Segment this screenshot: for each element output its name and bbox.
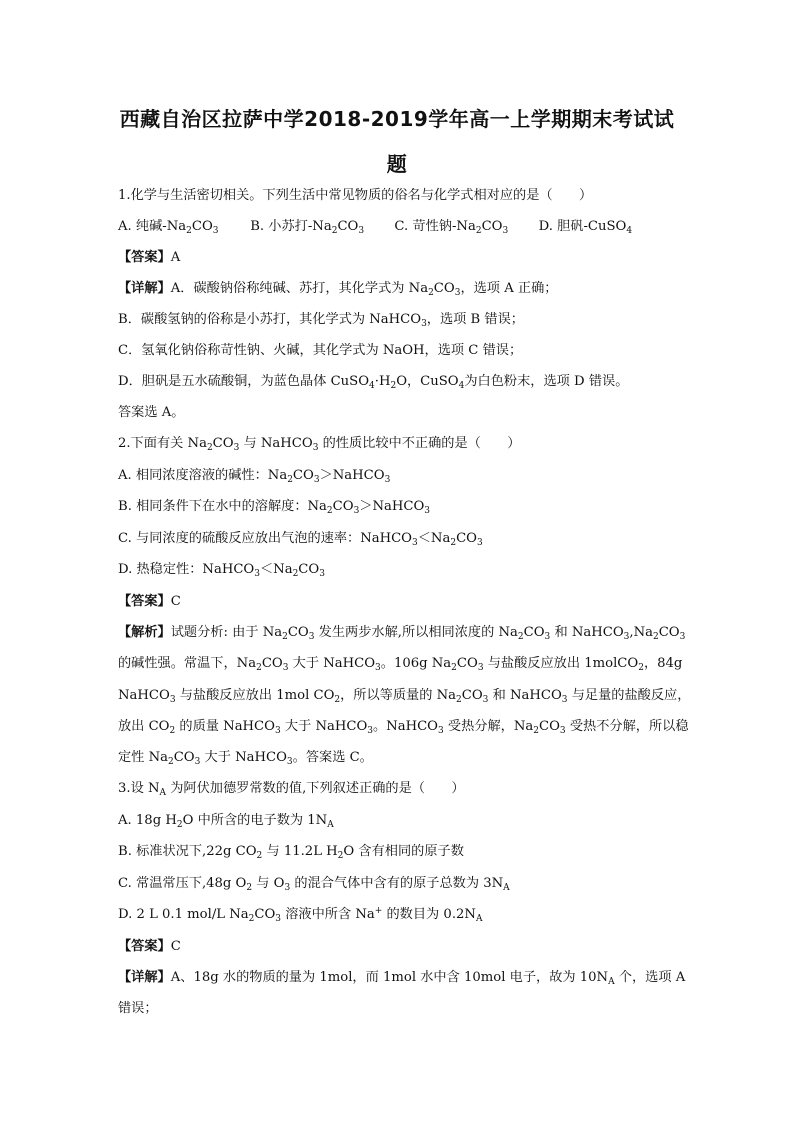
q1-option-d: D. 胆矾-CuSO$_4$	[538, 219, 633, 236]
q1-detail-tag: 【详解】	[118, 281, 171, 296]
q2-option-c: C. 与同浓度的硫酸反应放出气泡的速率：$NaHCO_3<Na_2CO_3$	[118, 531, 483, 548]
q1-option-c: C. 苛性钠$-Na_2CO_3$	[394, 219, 509, 236]
q1-stem: 1.化学与生活密切相关。下列生活中常见物质的俗名与化学式相对应的是（ ）	[118, 188, 593, 203]
q3-answer-value: C	[170, 939, 181, 954]
q3-option-a: A. 18g $H_2O$ 中所含的电子数为 $1N_A$	[118, 813, 334, 830]
q2-answer-tag: 【答案】	[118, 594, 171, 609]
q3-option-c: C. 常温常压下,48g $O_2$ 与 $O_3$ 的混合气体中含有的原子总数为 $3N_A$	[118, 876, 510, 893]
q2-analysis-line1: 【解析】试题分析: 由于 $Na_2CO_3$ 发生两步水解,所以相同浓度的 $Na_2CO_3$ 和 $NaHCO_3,Na_2CO_3$	[118, 625, 686, 642]
q2-option-b: B. 相同条件下在水中的溶解度：$Na_2CO_3>NaHCO_3$	[118, 499, 431, 516]
q1-conclusion: 答案选 A。	[118, 405, 185, 420]
q1-option-a: A. 纯碱$-Na_2CO_3$	[118, 219, 219, 236]
q2-stem: 2.下面有关 $Na_2CO_3$ 与 NaHCO$_3$ 的性质比较中不正确的是（ ）	[118, 436, 521, 453]
q1-detail-line3: C．氢氧化钠俗称苛性钠、火碱，其化学式为 NaOH，选项 C 错误；	[118, 343, 523, 358]
q3-answer-tag: 【答案】	[118, 939, 171, 954]
q3-stem: 3.设 $N_A$ 为阿伏加德罗常数的值,下列叙述正确的是（ ）	[118, 781, 465, 798]
q1-options	[118, 217, 678, 237]
q3-answer	[118, 937, 678, 957]
q2-answer-value: C	[170, 594, 181, 609]
q1-answer	[118, 248, 678, 268]
q2-analysis-line3: NaHCO$_3$ 与盐酸反应放出 1mol $CO_2$，所以等质量的 $Na_2CO_3$ 和 NaHCO$_3$ 与足量的盐酸反应，	[118, 688, 691, 705]
q3-option-b: B. 标准状况下,22g $CO_2$ 与 11.2L $H_2O$ 含有相同的原子数	[118, 844, 464, 861]
q1-answer-tag: 【答案】	[118, 250, 171, 265]
q1-detail-line2: B．碳酸氢钠的俗称是小苏打，其化学式为 NaHCO$_3$，选项 B 错误；	[118, 312, 524, 329]
document-title-line1: 西藏自治区拉萨中学2018-2019学年高一上学期期末考试试	[119, 107, 675, 131]
q1-option-b: B. 小苏打$-Na_2CO_3$	[250, 219, 365, 236]
q3-detail-line2: 错误；	[118, 1001, 158, 1016]
q1-answer-value: A	[170, 250, 181, 265]
q2-answer	[118, 592, 678, 612]
q2-option-d: D. 热稳定性：$NaHCO_3<Na_2CO_3$	[118, 562, 325, 579]
q2-analysis-tag: 【解析】	[118, 625, 171, 640]
q2-option-a: A. 相同浓度溶液的碱性：$Na_2CO_3>NaHCO_3$	[118, 468, 391, 485]
q2-analysis-line4: 放出 $CO_2$ 的质量 NaHCO$_3$ 大于 NaHCO$_3$。NaHCO$_3$ 受热分解，$Na_2CO_3$ 受热不分解，所以稳	[118, 719, 689, 736]
q3-detail-line1: 【详解】A、18g 水的物质的量为 1mol，而 1mol 水中含 10mol 电子，故为 $10N_A$ 个，选项 A	[118, 970, 686, 987]
q1-detail-line4: D．胆矾是五水硫酸铜，为蓝色晶体 $CuSO_4\cdot H_2O$，CuSO$_4$为白色粉末，选项 D 错误。	[118, 374, 629, 391]
q1-detail-line1: 【详解】A．碳酸钠俗称纯碱、苏打，其化学式为 $Na_2CO_3$，选项 A 正确；	[118, 281, 558, 298]
q2-analysis-line2: 的碱性强。常温下，$Na_2CO_3$ 大于 NaHCO$_3$。106g $Na_2CO_3$ 与盐酸反应放出 1molCO$_2$，84g	[118, 656, 683, 673]
q3-detail-tag: 【详解】	[118, 970, 171, 985]
q2-analysis-line5: 定性 $Na_2CO_3$ 大于 NaHCO$_3$。答案选 C。	[118, 750, 373, 767]
q3-option-d: D. 2 L 0.1 mol/L $Na_2CO_3$ 溶液中所含 Na+ 的数目为 $0.2N_A$	[118, 906, 483, 924]
document-title-line2: 题	[386, 152, 408, 176]
